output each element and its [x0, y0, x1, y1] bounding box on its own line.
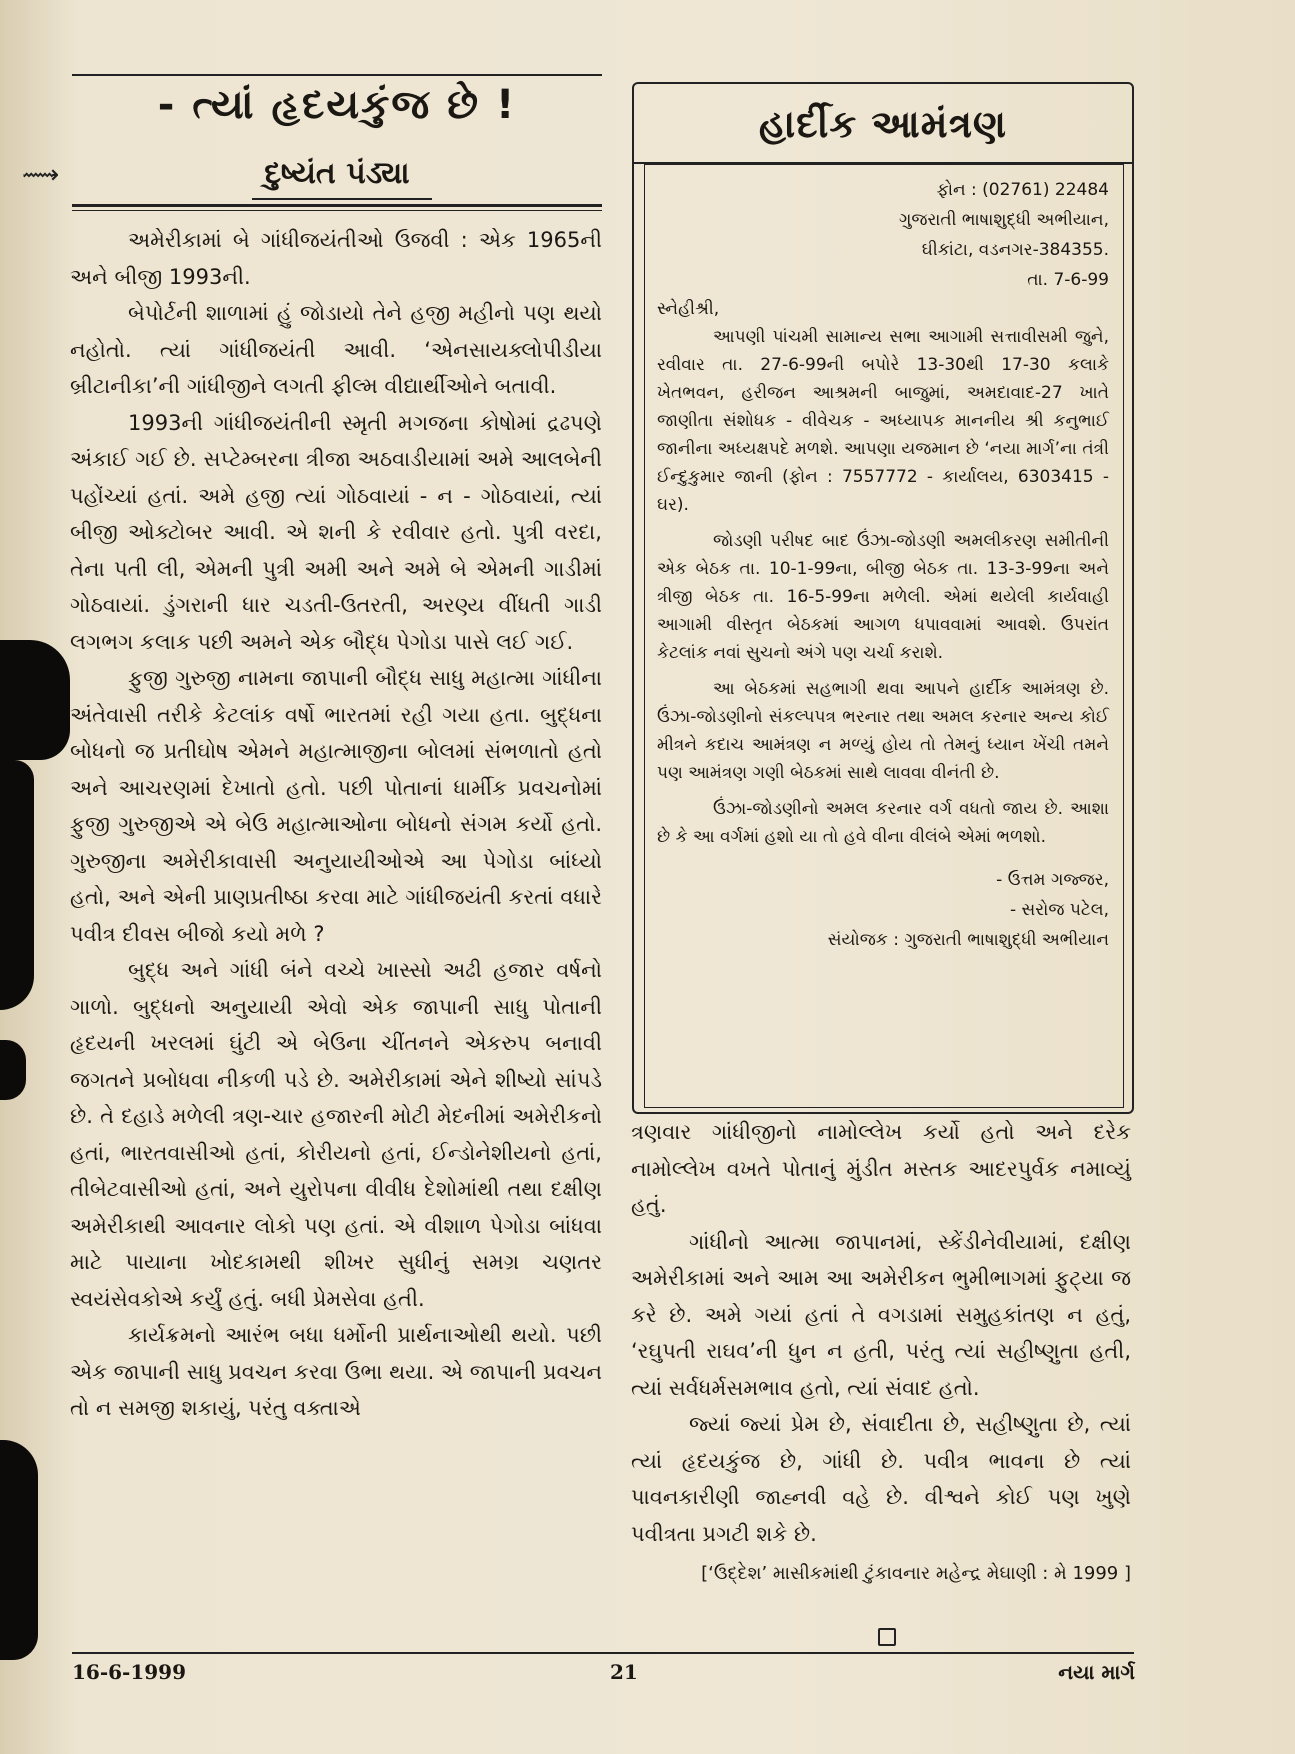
letter-signatory: - ઉત્તમ ગજ્જર,: [996, 870, 1109, 890]
article-paragraph: ત્રણવાર ગાંધીજીનો નામોલ્લેખ કર્યો હતો અને દરેક નામોલ્લેખ વખતે પોતાનું મુંડીત મસ્તક આદરપુર્વક નમાવ્યું હતું.: [631, 1120, 1131, 1217]
torn-edge: [0, 760, 34, 1010]
letter-convener: સંયોજક : ગુજરાતી ભાષાશુદ્ધી અભીયાન: [827, 930, 1109, 950]
article-paragraph: બુદ્ધ અને ગાંધી બંને વચ્ચે ખાસ્સો અઢી હજાર વર્ષનો ગાળો. બુદ્ધનો અનુયાયી એવો એક જાપાની સાધુ પોતાની હૃદયની ખરલમાં ઘુંટી એ બેઉના ચીંતનને એકરુપ બનાવી જગતને પ્રબોધવા નીકળી પડે છે. અમેરીકામાં એને શીષ્યો સાંપડે છે. તે દહાડે મળેલી ત્રણ-ચાર હજારની મોટી મેદનીમાં અમેરીકનો હતાં, ભારતવાસીઓ હતાં, કોરીયનો હતાં, ઈન્ડોનેશીયનો હતાં, તીબેટવાસીઓ હતાં, અને યુરોપના વીવીધ દેશોમાંથી તથા દક્ષીણ અમેરીકાથી આવનાર લોકો પણ હતાં. એ વીશાળ પેગોડા બાંધવા માટે પાયાના ખોદકામથી શીખર સુધીનું સમગ્ર ચણતર સ્વયંસેવકોએ કર્યું હતું. બધી પ્રેમસેવા હતી.: [70, 958, 602, 1311]
invitation-heading: હાર્દીક આમંત્રણ: [634, 84, 1132, 164]
torn-edge: [0, 1040, 26, 1100]
letter-address: ઘીકાંટા, વડનગર-384355.: [921, 240, 1109, 260]
article-paragraph: બેપોર્ટની શાળામાં હું જોડાયો તેને હજી મહીનો પણ થયો નહોતો. ત્યાં ગાંધીજયંતી આવી. ‘એનસાયક્લોપીડીયા બ્રીટાનીકા’ની ગાંધીજીને લગતી ફીલ્મ વીદ્યાર્થીઓને બતાવી.: [70, 301, 602, 398]
article-title: - ત્યાં હૃદયકુંજ છે !: [157, 82, 517, 128]
page-number: 21: [610, 1660, 638, 1684]
letter-date: તા. 7-6-99: [1027, 270, 1109, 290]
article-right-column: [631, 1114, 1131, 1593]
letter-salutation: સ્નેહીશ્રી,: [657, 299, 720, 319]
footer-rule: [72, 1652, 1134, 1654]
top-rule: [72, 74, 602, 76]
article-paragraph: ફુજી ગુરુજી નામના જાપાની બૌદ્ધ સાધુ મહાત્મા ગાંધીના અંતેવાસી તરીકે કેટલાંક વર્ષો ભારતમાં રહી ગયા હતા. બુદ્ધના બોધનો જ પ્રતીઘોષ એમને મહાત્માજીના બોલમાં સંભળાતો હતો અને આચરણમાં દેખાતો હતો. પછી પોતાનાં ધાર્મીક પ્રવચનોમાં ફુજી ગુરુજીએ એ બેઉ મહાત્માઓના બોધનો સંગમ કર્યો હતો. ગુરુજીના અમેરીકાવાસી અનુયાયીઓએ આ પેગોડા બાંધ્યો હતો, અને એની પ્રાણપ્રતીષ્ઠા કરવા માટે ગાંધીજયંતી કરતાં વધારે પવીત્ર દીવસ બીજો કયો મળે ?: [70, 666, 602, 946]
torn-edge: [0, 640, 70, 760]
letter-organization: ગુજરાતી ભાષાશુદ્ધી અભીયાન,: [898, 210, 1109, 230]
footer-date: 16-6-1999: [72, 1660, 187, 1684]
article-paragraph: કાર્યક્રમનો આરંભ બધા ધર્મોની પ્રાર્થનાઓથી થયો. પછી એક જાપાની સાધુ પ્રવચન કરવા ઉભા થયા. એ જાપાની પ્રવચન તો ન સમજી શકાયું, પરંતુ વક્તાએ: [70, 1323, 602, 1420]
letter-paragraph: જોડણી પરીષદ બાદ ઉંઝા-જોડણી અમલીકરણ સમીતીની એક બેઠક તા. 10-1-99ના, બીજી બેઠક તા. 13-3-99ના અને ત્રીજી બેઠક તા. 16-5-99ના મળેલી. એમાં થયેલી કાર્યવાહી આગામી વીસ્તૃત બેઠકમાં આગળ ધપાવવામાં આવશે. ઉપરાંત કેટલાંક નવાં સુચનો અંગે પણ ચર્ચા કરાશે.: [657, 531, 1109, 663]
article-source: [‘ઉદ્દેશ’ માસીકમાંથી ટુંકાવનાર મહેન્દ્ર મેઘાણી : મે 1999 ]: [701, 1563, 1131, 1584]
bird-ornament-icon: ⟿: [22, 160, 60, 190]
header-rule: [72, 204, 602, 207]
article-author: દુષ્યંત પંડ્યા: [264, 156, 410, 191]
article-paragraph: ગાંધીનો આત્મા જાપાનમાં, સ્કેંડીનેવીયામાં, દક્ષીણ અમેરીકામાં અને આમ આ અમેરીકન ભુમીભાગમાં ફુટ્યા જ કરે છે. અમે ગયાં હતાં તે વગડામાં સમુહકાંતણ ન હતું, ‘રઘુપતી રાઘવ’ની ધુન ન હતી, પરંતુ ત્યાં સહીષ્ણુતા હતી, ત્યાં સર્વધર્મસમભાવ હતો, ત્યાં સંવાદ હતો.: [631, 1229, 1131, 1400]
header-rule-thin: [72, 210, 602, 211]
letter-signatory: - સરોજ પટેલ,: [1009, 900, 1109, 920]
invitation-letter: [644, 164, 1124, 1108]
invitation-box: [632, 82, 1134, 1114]
article-paragraph: અમેરીકામાં બે ગાંધીજયંતીઓ ઉજવી : એક 1965ની અને બીજી 1993ની.: [70, 228, 602, 289]
article-paragraph: જ્યાં જ્યાં પ્રેમ છે, સંવાદીતા છે, સહીષ્ણુતા છે, ત્યાં ત્યાં હૃદયકુંજ છે, ગાંધી છે. પવીત્ર ભાવના છે ત્યાં પાવનકારીણી જાહ્નવી વહે છે. વીશ્વને કોઈ પણ ખુણે પવીત્રતા પ્રગટી શકે છે.: [631, 1412, 1131, 1546]
author-underline: [252, 198, 432, 200]
article-left-column: [70, 222, 602, 1427]
article-paragraph: 1993ની ગાંધીજયંતીની સ્મૃતી મગજના કોષોમાં દ્રઢપણે અંકાઈ ગઈ છે. સપ્ટેમ્બરના ત્રીજા અઠવાડીયામાં અમે આલબેની પહોંચ્યાં હતાં. અમે હજી ત્યાં ગોઠવાયાં - ન - ગોઠવાયાં, ત્યાં બીજી ઓક્ટોબર આવી. એ શની કે રવીવાર હતો. પુત્રી વરદા, તેના પતી લી, એમની પુત્રી અમી અને અમે બે એમની ગાડીમાં ગોઠવાયાં. ડુંગરાની ધાર ચડતી-ઉતરતી, અરણ્ય વીંધતી ગાડી લગભગ કલાક પછી અમને એક બૌદ્ધ પેગોડા પાસે લઈ ગઈ.: [70, 410, 602, 654]
letter-paragraph: આપણી પાંચમી સામાન્ય સભા આગામી સત્તાવીસમી જુને, રવીવાર તા. 27-6-99ની બપોરે 13-30થી 17-30 કલાકે ખેતભવન, હરીજન આશ્રમની બાજુમાં, અમદાવાદ-27 ખાતે જાણીતા સંશોધક - વીવેચક - અધ્યાપક માનનીય શ્રી કનુભાઈ જાનીના અધ્યક્ષપદે મળશે. આપણા યજમાન છે ‘નયા માર્ગ’ના તંત્રી ઈન્દુકુમાર જાની (ફોન : 7557772 - કાર્યાલય, 6303415 - ઘર).: [657, 327, 1109, 515]
letter-paragraph: ઉંઝા-જોડણીનો અમલ કરનાર વર્ગ વધતો જાય છે. આશા છે કે આ વર્ગમાં હશો યા તો હવે વીના વીલંબે એમાં ભળશો.: [657, 799, 1109, 847]
letter-paragraph: આ બેઠકમાં સહભાગી થવા આપને હાર્દીક આમંત્રણ છે. ઉંઝા-જોડણીનો સંકલ્પપત્ર ભરનાર તથા અમલ કરનાર અન્ય કોઈ મીત્રને કદાચ આમંત્રણ ન મળ્યું હોય તો તેમનું ધ્યાન ખેંચી તમને પણ આમંત્રણ ગણી બેઠકમાં સાથે લાવવા વીનંતી છે.: [657, 679, 1109, 783]
end-mark-icon: [878, 1628, 896, 1646]
letter-phone: ફોન : (02761) 22484: [936, 180, 1109, 200]
magazine-name: નયા માર્ગ: [1058, 1660, 1135, 1684]
torn-edge: [0, 1440, 38, 1660]
